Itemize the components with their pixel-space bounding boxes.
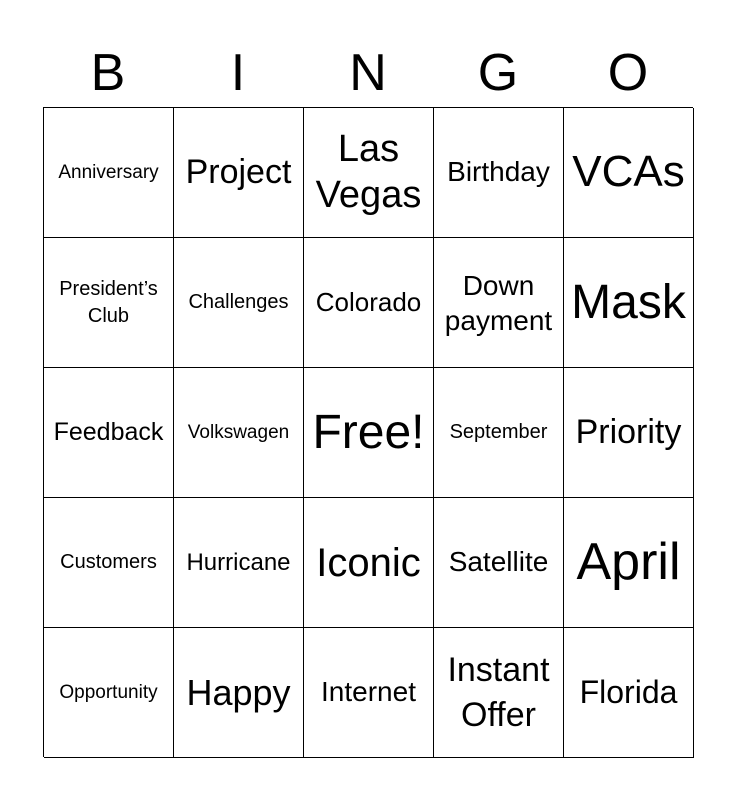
header-letter-o: O bbox=[607, 44, 649, 102]
bingo-cell[interactable] bbox=[304, 108, 434, 238]
bingo-cell[interactable] bbox=[564, 628, 694, 758]
bingo-cell[interactable] bbox=[44, 498, 174, 628]
cell-label: April bbox=[576, 532, 681, 591]
bingo-cell[interactable] bbox=[304, 238, 434, 368]
header-letter-i: I bbox=[230, 44, 246, 102]
cell-label: Challenges bbox=[188, 291, 289, 313]
cell-label: Feedback bbox=[53, 418, 164, 447]
bingo-cell[interactable] bbox=[44, 238, 174, 368]
bingo-cell[interactable] bbox=[44, 108, 174, 238]
bingo-cell[interactable] bbox=[44, 628, 174, 758]
bingo-cell[interactable] bbox=[434, 628, 564, 758]
cell-label: Down payment bbox=[444, 269, 553, 336]
cell-label: Opportunity bbox=[59, 681, 158, 703]
bingo-cell[interactable] bbox=[434, 368, 564, 498]
cell-label: Birthday bbox=[447, 156, 550, 188]
cell-label: Customers bbox=[60, 551, 157, 573]
bingo-cell[interactable] bbox=[174, 108, 304, 238]
cell-label: Internet bbox=[321, 676, 416, 708]
cell-label: VCAs bbox=[572, 147, 685, 197]
cell-label: Florida bbox=[579, 674, 678, 711]
cell-label: Satellite bbox=[448, 546, 549, 578]
bingo-cell[interactable] bbox=[564, 238, 694, 368]
bingo-cell[interactable] bbox=[304, 628, 434, 758]
cell-label: Hurricane bbox=[186, 548, 291, 576]
header-letter-g: G bbox=[477, 44, 519, 102]
bingo-cell[interactable] bbox=[564, 108, 694, 238]
bingo-cell[interactable] bbox=[174, 368, 304, 498]
cell-label: Iconic bbox=[316, 540, 421, 585]
bingo-cell[interactable] bbox=[174, 238, 304, 368]
bingo-cell[interactable] bbox=[174, 498, 304, 628]
header-letter-b: B bbox=[90, 44, 126, 102]
cell-label: President’s Club bbox=[59, 277, 158, 327]
bingo-cell[interactable] bbox=[304, 368, 434, 498]
cell-label: Instant Offer bbox=[447, 651, 550, 734]
cell-label: Colorado bbox=[315, 286, 422, 317]
bingo-cell[interactable] bbox=[434, 498, 564, 628]
cell-label: Anniversary bbox=[58, 161, 159, 183]
cell-label: September bbox=[449, 421, 548, 443]
bingo-card-grid bbox=[43, 107, 693, 757]
bingo-cell[interactable] bbox=[564, 368, 694, 498]
cell-label: Las Vegas bbox=[315, 127, 422, 216]
bingo-cell[interactable] bbox=[44, 368, 174, 498]
header-letter-n: N bbox=[349, 44, 387, 102]
bingo-cell[interactable] bbox=[174, 628, 304, 758]
cell-label: Mask bbox=[571, 275, 686, 329]
bingo-cell[interactable] bbox=[434, 108, 564, 238]
bingo-cell[interactable] bbox=[304, 498, 434, 628]
free-space: Free! bbox=[312, 405, 425, 459]
cell-label: Happy bbox=[186, 671, 291, 713]
cell-label: Priority bbox=[575, 412, 682, 451]
bingo-cell[interactable] bbox=[434, 238, 564, 368]
bingo-header bbox=[43, 40, 693, 106]
cell-label: Project bbox=[185, 152, 292, 191]
bingo-cell[interactable] bbox=[564, 498, 694, 628]
cell-label: Volkswagen bbox=[187, 421, 290, 443]
